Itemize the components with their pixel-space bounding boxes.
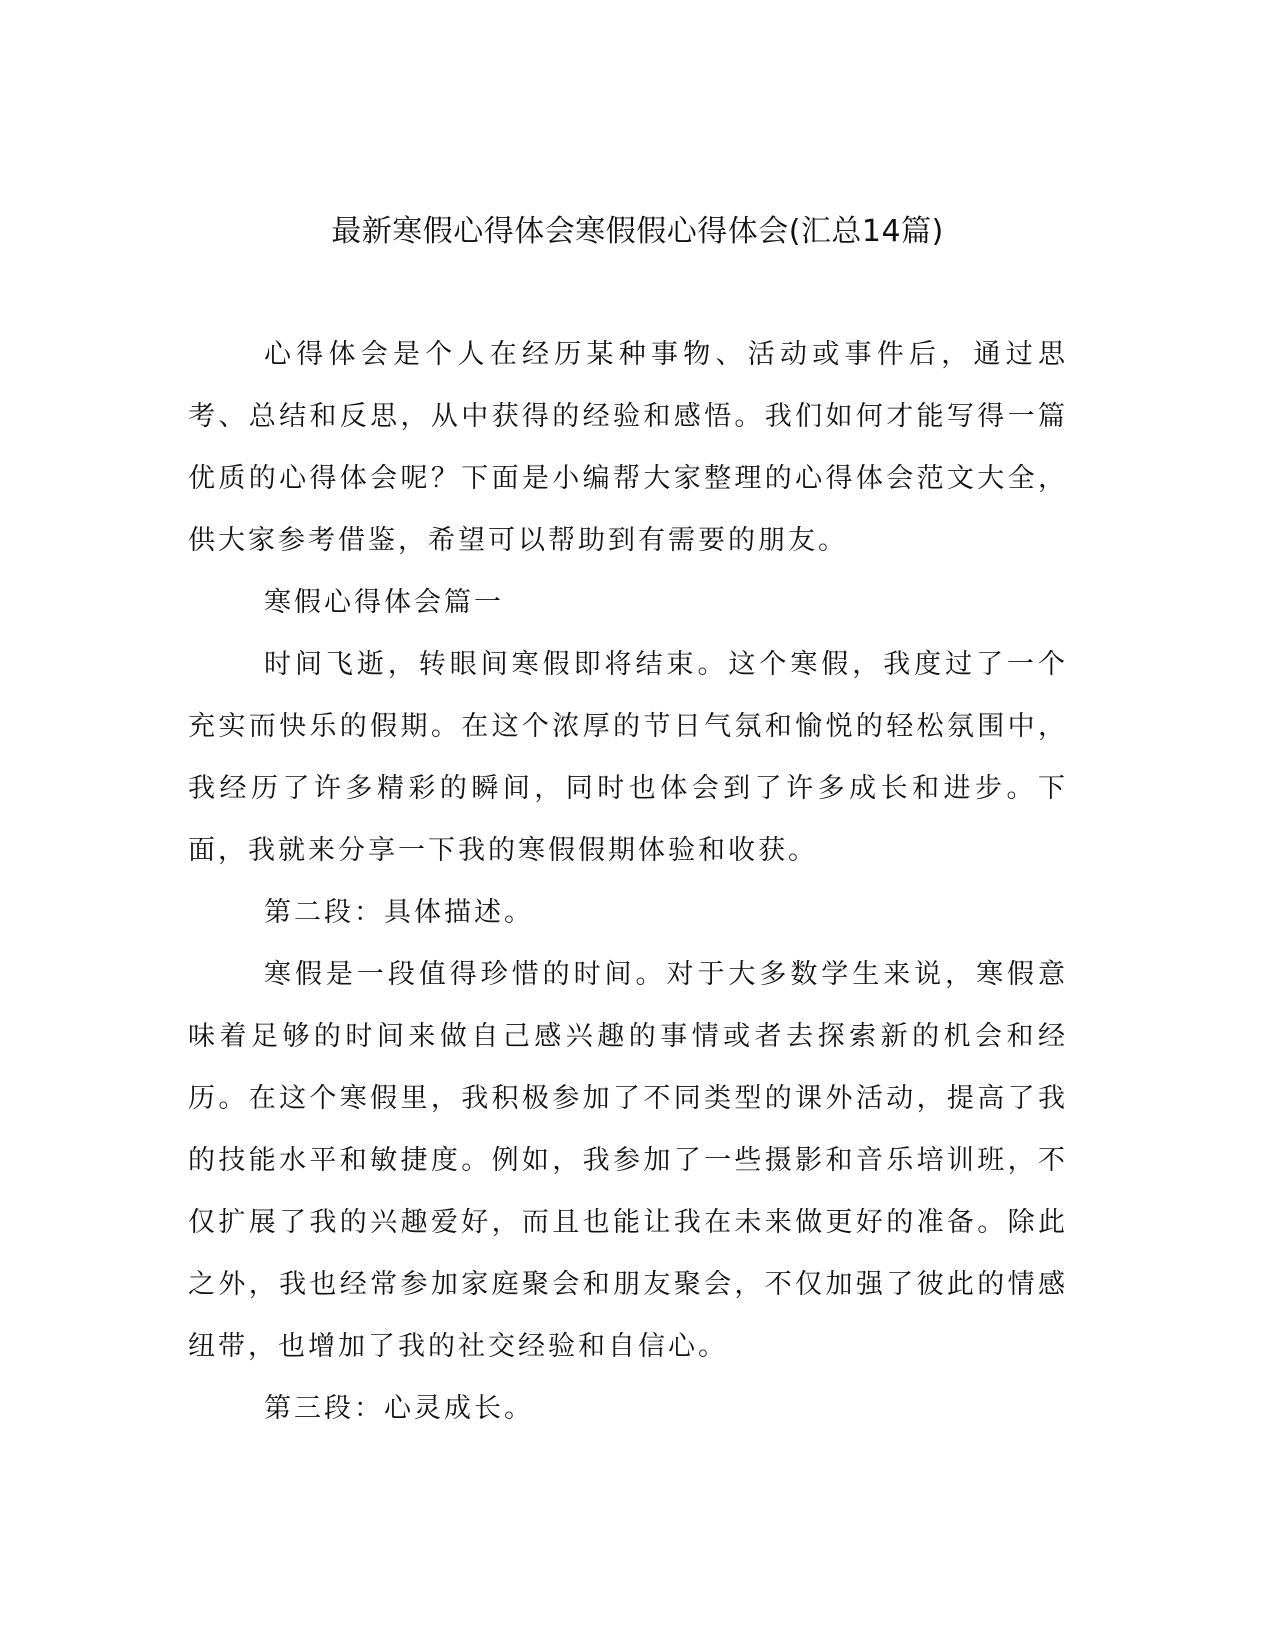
section-heading-part-one: 寒假心得体会篇一: [264, 587, 504, 618]
document-body: [188, 324, 1068, 1440]
document-title: 最新寒假心得体会寒假假心得体会(汇总14篇): [331, 214, 944, 249]
paragraph-opening: 时间飞逝，转眼间寒假即将结束。这个寒假，我度过了一个充实而快乐的假期。在这个浓厚的节日气氛和愉悦的轻松氛围中，我经历了许多精彩的瞬间，同时也体会到了许多成长和进步。下面，我就来分享一下我的寒假假期体验和收获。: [188, 649, 1068, 866]
section-heading-third: 第三段：心灵成长。: [264, 1393, 534, 1424]
section-heading-second: 第二段：具体描述。: [264, 897, 534, 928]
intro-paragraph: 心得体会是个人在经历某种事物、活动或事件后，通过思考、总结和反思，从中获得的经验和感悟。我们如何才能写得一篇优质的心得体会呢？下面是小编帮大家整理的心得体会范文大全，供大家参考借鉴，希望可以帮助到有需要的朋友。: [188, 339, 1068, 556]
paragraph-description: 寒假是一段值得珍惜的时间。对于大多数学生来说，寒假意味着足够的时间来做自己感兴趣的事情或者去探索新的机会和经历。在这个寒假里，我积极参加了不同类型的课外活动，提高了我的技能水平和敏捷度。例如，我参加了一些摄影和音乐培训班，不仅扩展了我的兴趣爱好，而且也能让我在未来做更好的准备。除此之外，我也经常参加家庭聚会和朋友聚会，不仅加强了彼此的情感纽带，也增加了我的社交经验和自信心。: [188, 959, 1068, 1362]
